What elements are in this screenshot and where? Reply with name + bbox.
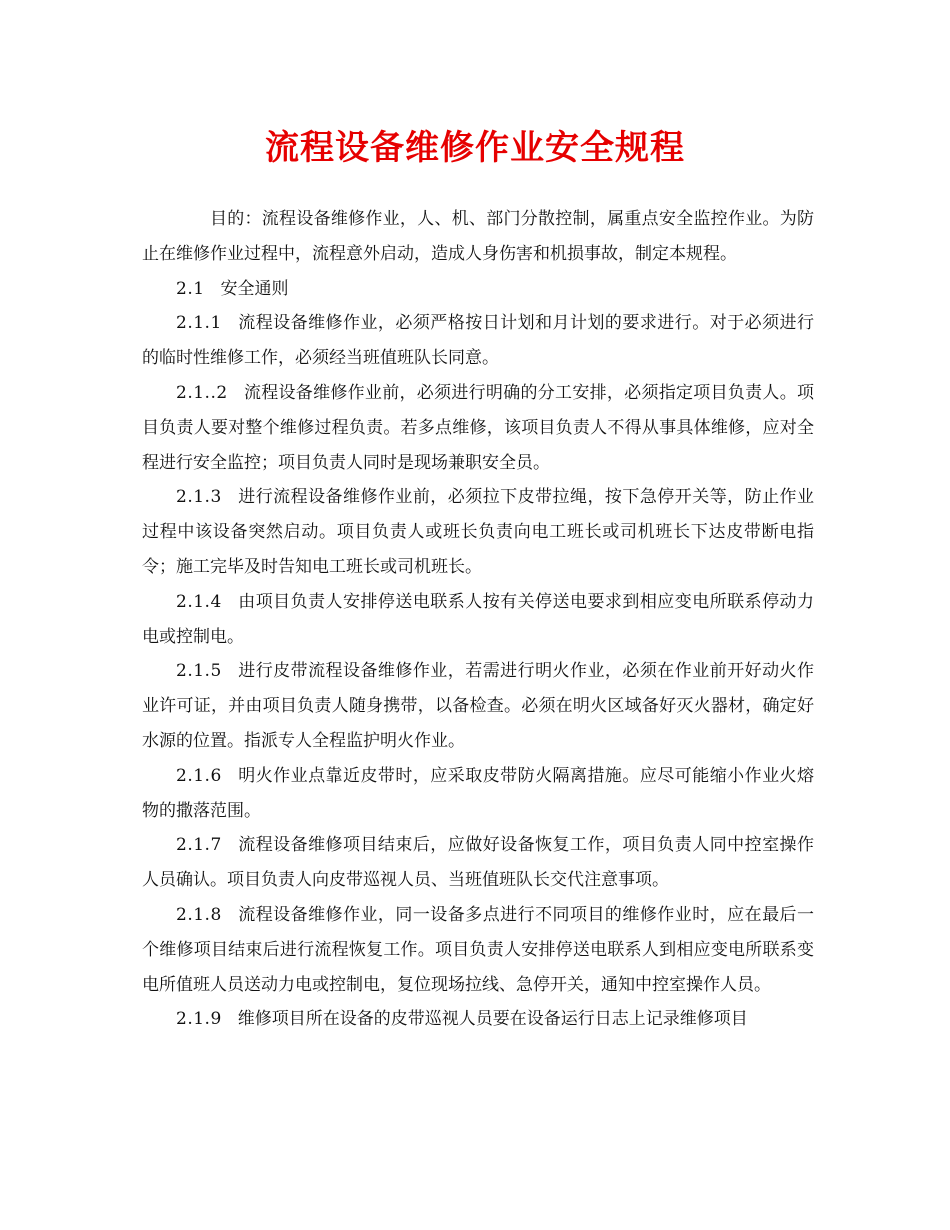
clause-paragraph	[142, 1002, 814, 1037]
clause-text: 流程设备维修作业，必须严格按日计划和月计划的要求进行。对于必须进行的临时性维修工作，必须经当班值班队长同意。	[142, 313, 814, 369]
clause-text: 进行流程设备维修作业前，必须拉下皮带拉绳，按下急停开关等，防止作业过程中该设备突然启动。项目负责人或班长负责向电工班长或司机班长下达皮带断电指令；施工完毕及时告知电工班长或司机班长。	[142, 487, 814, 577]
clause-number: 2.1..2	[176, 382, 228, 403]
clause-text: 由项目负责人安排停送电联系人按有关停送电要求到相应变电所联系停动力电或控制电。	[142, 591, 814, 647]
clause-number: 2.1.3	[176, 487, 222, 508]
clause-text: 维修项目所在设备的皮带巡视人员要在设备运行日志上记录维修项目	[237, 1009, 748, 1030]
clause-paragraph	[142, 654, 814, 758]
clause-number: 2.1.4	[176, 591, 222, 612]
clause-number: 2.1.9	[176, 1009, 222, 1030]
document-body	[142, 202, 814, 1037]
section-heading	[142, 272, 814, 307]
clause-paragraph	[142, 585, 814, 655]
clause-text: 流程设备维修作业前，必须进行明确的分工安排，必须指定项目负责人。项目负责人要对整个维修过程负责。若多点维修，该项目负责人不得从事具体维修，应对全程进行安全监控；项目负责人同时是现场兼职安全员。	[142, 382, 814, 473]
clause-paragraph	[142, 828, 814, 898]
clause-number: 2.1.8	[176, 904, 222, 925]
purpose-paragraph: 目的：流程设备维修作业，人、机、部门分散控制，属重点安全监控作业。为防止在维修作业过程中，流程意外启动，造成人身伤害和机损事故，制定本规程。	[142, 209, 814, 264]
clause-number: 2.1.6	[176, 765, 222, 786]
clause-paragraph	[142, 306, 814, 376]
clause-paragraph	[142, 898, 814, 1002]
clause-text: 流程设备维修作业，同一设备多点进行不同项目的维修作业时，应在最后一个维修项目结束后进行流程恢复工作。项目负责人安排停送电联系人到相应变电所联系变电所值班人员送动力电或控制电，复位现场拉线、急停开关，通知中控室操作人员。	[142, 904, 814, 995]
clause-paragraph	[142, 480, 814, 584]
clause-paragraph	[142, 376, 814, 480]
section-number: 2.1	[176, 278, 205, 299]
section-title: 安全通则	[220, 278, 289, 299]
clause-text: 进行皮带流程设备维修作业，若需进行明火作业，必须在作业前开好动火作业许可证，并由项目负责人随身携带，以备检查。必须在明火区域备好灭火器材，确定好水源的位置。指派专人全程监护明火作业。	[142, 661, 814, 751]
clause-number: 2.1.1	[176, 313, 222, 334]
clause-number: 2.1.7	[176, 835, 222, 856]
clause-text: 明火作业点靠近皮带时，应采取皮带防火隔离措施。应尽可能缩小作业火熔物的撒落范围。	[142, 765, 814, 821]
clause-text: 流程设备维修项目结束后，应做好设备恢复工作，项目负责人同中控室操作人员确认。项目负责人向皮带巡视人员、当班值班队长交代注意事项。	[142, 835, 814, 891]
document-title: 流程设备维修作业安全规程	[265, 128, 685, 168]
clause-paragraph	[142, 759, 814, 829]
clause-number: 2.1.5	[176, 661, 222, 682]
